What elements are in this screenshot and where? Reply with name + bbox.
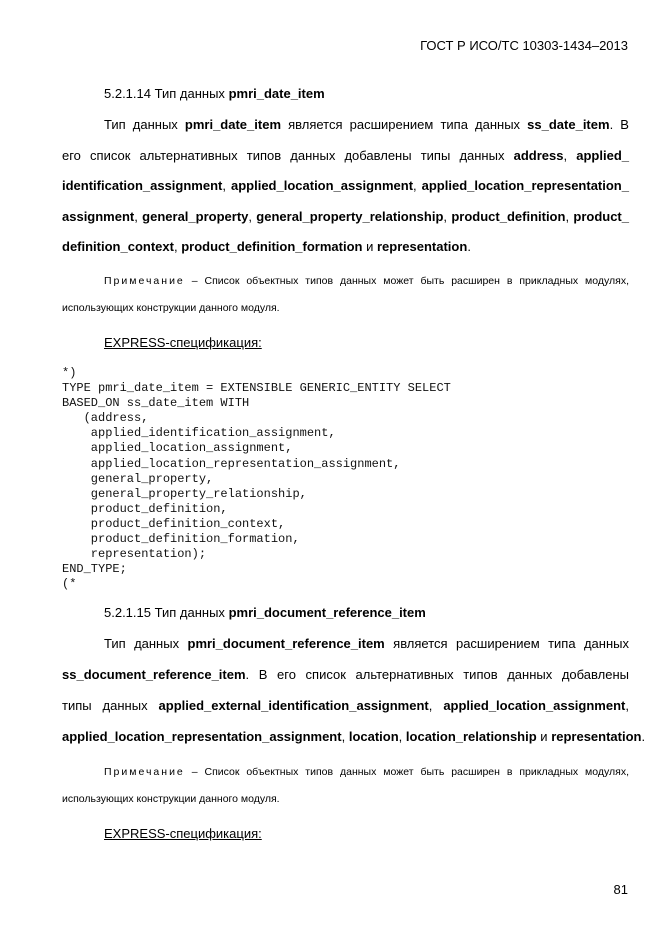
paragraph-line: assignment, general_property, general_property_relationship, product_definition, product_ bbox=[62, 209, 629, 224]
section-number: 5.2.1.14 bbox=[104, 86, 151, 101]
type-name: pmri_document_reference_item bbox=[228, 605, 426, 620]
section-number: 5.2.1.15 bbox=[104, 605, 151, 620]
section-heading bbox=[104, 605, 426, 620]
note-label: Примечание bbox=[104, 766, 185, 778]
paragraph-line: его список альтернативных типов данных добавлены типы данных address, applied_ bbox=[62, 148, 629, 163]
paragraph-line: definition_context, product_definition_formation и representation. bbox=[62, 239, 471, 254]
type-name: pmri_date_item bbox=[228, 86, 325, 101]
heading-text: Тип данных bbox=[154, 605, 225, 620]
section-heading bbox=[104, 86, 325, 101]
note-line: Примечание – Список объектных типов данных может быть расширен в прикладных модулях, bbox=[104, 275, 630, 287]
paragraph-line: Тип данных pmri_date_item является расширением типа данных ss_date_item. В bbox=[104, 117, 629, 132]
express-code-block: *) TYPE pmri_date_item = EXTENSIBLE GENERIC_ENTITY SELECT BASED_ON ss_date_item WITH (address, applied_identification_assignment, applied_location_assignment, applied_location_representation_assignment, general_property, general_property_relationship, product_definition, product_definition_context, product_definition_formation, representation); END_TYPE; (* bbox=[62, 366, 451, 592]
express-spec-link[interactable]: EXPRESS-спецификация: bbox=[104, 335, 262, 350]
paragraph-line: ss_document_reference_item. В его список альтернативных типов данных добавлены bbox=[62, 667, 629, 682]
express-spec-link[interactable]: EXPRESS-спецификация: bbox=[104, 826, 262, 841]
note-label: Примечание bbox=[104, 275, 185, 287]
paragraph-line: applied_location_representation_assignment, location, location_relationship и representation. bbox=[62, 729, 646, 744]
note-line: использующих конструкции данного модуля. bbox=[62, 793, 280, 805]
heading-text: Тип данных bbox=[154, 86, 225, 101]
paragraph-line: Тип данных pmri_document_reference_item является расширением типа данных bbox=[104, 636, 629, 651]
note-line: Примечание – Список объектных типов данных может быть расширен в прикладных модулях, bbox=[104, 766, 630, 778]
paragraph-line: типы данных applied_external_identification_assignment, applied_location_assignment, bbox=[62, 698, 629, 713]
paragraph-line: identification_assignment, applied_location_assignment, applied_location_representation_ bbox=[62, 178, 629, 193]
document-header: ГОСТ Р ИСО/ТС 10303-1434–2013 bbox=[420, 38, 628, 53]
note-line: использующих конструкции данного модуля. bbox=[62, 302, 280, 314]
page-number: 81 bbox=[613, 882, 628, 897]
